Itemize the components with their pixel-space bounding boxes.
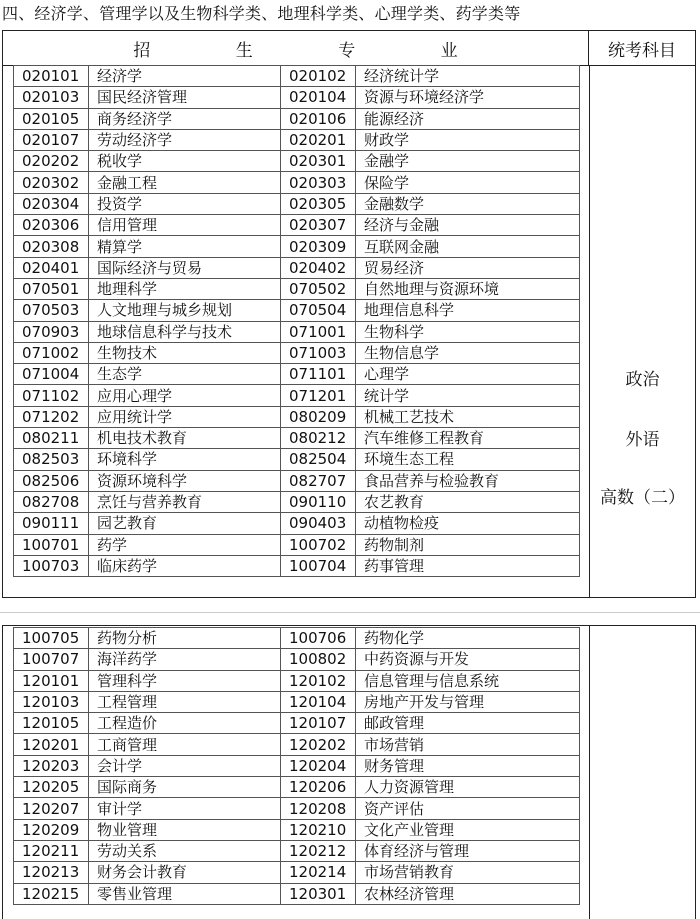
major-name: 资产评估 [356,798,580,819]
subjects-divider [589,65,590,597]
table-header [3,31,695,66]
major-code: 071101 [281,364,356,385]
major-code: 090111 [14,513,89,534]
table-row [14,649,580,670]
major-code: 120209 [14,819,89,840]
table-row [14,840,580,861]
major-name: 工程管理 [89,691,281,712]
major-name: 农艺教育 [356,491,580,512]
major-name: 生物信息学 [356,342,580,363]
table-row [14,66,580,87]
major-code: 100704 [281,555,356,576]
major-name: 食品营养与检验教育 [356,470,580,491]
major-name: 统计学 [356,385,580,406]
table-row [14,172,580,193]
major-code: 082707 [281,470,356,491]
major-name: 劳动关系 [89,840,281,861]
major-name: 药物分析 [89,628,281,649]
major-code: 120107 [281,713,356,734]
table-row [14,300,580,321]
major-name: 经济统计学 [356,66,580,87]
major-code: 020303 [281,172,356,193]
major-name: 管理科学 [89,670,281,691]
major-name: 市场营销 [356,734,580,755]
table-row [14,215,580,236]
table-row [14,364,580,385]
subjects-divider [589,626,590,919]
major-code: 020301 [281,151,356,172]
major-code: 120201 [14,734,89,755]
major-name: 动植物检疫 [356,513,580,534]
table-row [14,236,580,257]
major-code: 071202 [14,406,89,427]
major-name: 国际商务 [89,777,281,798]
major-code: 020308 [14,236,89,257]
major-code: 100702 [281,534,356,555]
major-code: 071004 [14,364,89,385]
major-code: 120210 [281,819,356,840]
major-code: 071001 [281,321,356,342]
major-code: 120301 [281,883,356,904]
majors-table-page1 [2,30,696,598]
major-code: 100705 [14,628,89,649]
major-name: 房地产开发与管理 [356,691,580,712]
major-code: 082708 [14,491,89,512]
table-row [14,193,580,214]
major-code: 020306 [14,215,89,236]
major-code: 120101 [14,670,89,691]
major-code: 020402 [281,257,356,278]
major-name: 国际经济与贸易 [89,257,281,278]
page-heading: 四、经济学、管理学以及生物科学类、地理科学类、心理学类、药学类等 [2,4,521,23]
table-row [14,777,580,798]
page-break-line [0,612,700,613]
major-name: 信用管理 [89,215,281,236]
major-name: 人文地理与城乡规划 [89,300,281,321]
subject-advanced-math: 高数（二） [600,488,685,508]
major-code: 070903 [14,321,89,342]
major-name: 保险学 [356,172,580,193]
major-code: 020107 [14,129,89,150]
major-name: 应用心理学 [89,385,281,406]
major-name: 自然地理与资源环境 [356,278,580,299]
major-code: 070503 [14,300,89,321]
table-row [14,513,580,534]
major-code: 020401 [14,257,89,278]
major-code: 120104 [281,691,356,712]
major-code: 120213 [14,862,89,883]
major-name: 物业管理 [89,819,281,840]
major-code: 020103 [14,87,89,108]
major-name: 园艺教育 [89,513,281,534]
table-row [14,87,580,108]
major-code: 082504 [281,449,356,470]
major-name: 审计学 [89,798,281,819]
major-code: 071201 [281,385,356,406]
table-row [14,713,580,734]
major-name: 税收学 [89,151,281,172]
major-name: 劳动经济学 [89,129,281,150]
table-row [14,819,580,840]
table-row [14,278,580,299]
major-code: 082503 [14,449,89,470]
table-row [14,555,580,576]
major-code: 100703 [14,555,89,576]
header-major: 招 生 专 业 [3,31,589,65]
major-name: 应用统计学 [89,406,281,427]
major-code: 071002 [14,342,89,363]
table-row [14,449,580,470]
major-code: 020201 [281,129,356,150]
table-row [14,534,580,555]
table-row [14,342,580,363]
major-code: 020105 [14,108,89,129]
major-name: 药物制剂 [356,534,580,555]
major-name: 地理科学 [89,278,281,299]
major-name: 工程造价 [89,713,281,734]
major-name: 贸易经济 [356,257,580,278]
major-code: 120208 [281,798,356,819]
table-row [14,862,580,883]
major-code: 100802 [281,649,356,670]
major-name: 金融工程 [89,172,281,193]
table-row [14,755,580,776]
header-subjects: 统考科目 [608,40,676,61]
major-name: 机电技术教育 [89,428,281,449]
major-name: 地球信息科学与技术 [89,321,281,342]
major-name: 财务会计教育 [89,862,281,883]
major-name: 生态学 [89,364,281,385]
majors-grid-1 [13,65,580,577]
major-name: 体育经济与管理 [356,840,580,861]
major-name: 资源与环境经济学 [356,87,580,108]
table-row [14,491,580,512]
major-code: 020304 [14,193,89,214]
major-name: 会计学 [89,755,281,776]
major-code: 120103 [14,691,89,712]
major-code: 120212 [281,840,356,861]
table-row [14,734,580,755]
major-code: 120215 [14,883,89,904]
table-row [14,108,580,129]
table-row [14,883,580,904]
major-name: 互联网金融 [356,236,580,257]
major-code: 100701 [14,534,89,555]
major-name: 商务经济学 [89,108,281,129]
major-name: 资源环境科学 [89,470,281,491]
table-row [14,129,580,150]
table-row [14,257,580,278]
major-name: 药事管理 [356,555,580,576]
major-code: 020102 [281,66,356,87]
major-code: 120203 [14,755,89,776]
major-name: 工商管理 [89,734,281,755]
major-code: 120202 [281,734,356,755]
major-name: 海洋药学 [89,649,281,670]
major-code: 090110 [281,491,356,512]
major-name: 生物科学 [356,321,580,342]
major-name: 中药资源与开发 [356,649,580,670]
major-code: 120204 [281,755,356,776]
major-code: 082506 [14,470,89,491]
major-code: 120214 [281,862,356,883]
major-name: 药物化学 [356,628,580,649]
major-code: 080209 [281,406,356,427]
major-code: 120105 [14,713,89,734]
major-code: 071003 [281,342,356,363]
major-name: 地理信息科学 [356,300,580,321]
major-name: 生物技术 [89,342,281,363]
major-code: 090403 [281,513,356,534]
table-row [14,470,580,491]
major-name: 农林经济管理 [356,883,580,904]
major-name: 心理学 [356,364,580,385]
major-code: 020309 [281,236,356,257]
major-name: 市场营销教育 [356,862,580,883]
table-row [14,691,580,712]
major-code: 020302 [14,172,89,193]
major-name: 药学 [89,534,281,555]
majors-grid-2 [13,627,580,905]
table-row [14,798,580,819]
major-name: 机械工艺技术 [356,406,580,427]
major-name: 能源经济 [356,108,580,129]
major-code: 070504 [281,300,356,321]
major-name: 精算学 [89,236,281,257]
major-name: 人力资源管理 [356,777,580,798]
table-row [14,406,580,427]
major-name: 财政学 [356,129,580,150]
major-code: 020202 [14,151,89,172]
major-code: 070501 [14,278,89,299]
table-row [14,428,580,449]
major-name: 信息管理与信息系统 [356,670,580,691]
table-row [14,670,580,691]
major-name: 环境科学 [89,449,281,470]
majors-table-page2 [2,625,696,919]
table-row [14,321,580,342]
major-name: 邮政管理 [356,713,580,734]
major-code: 100706 [281,628,356,649]
major-code: 020104 [281,87,356,108]
major-name: 汽车维修工程教育 [356,428,580,449]
major-name: 国民经济管理 [89,87,281,108]
major-name: 零售业管理 [89,883,281,904]
major-code: 120206 [281,777,356,798]
table-row [14,151,580,172]
major-name: 临床药学 [89,555,281,576]
major-code: 120207 [14,798,89,819]
major-code: 120211 [14,840,89,861]
major-code: 100707 [14,649,89,670]
major-name: 经济学 [89,66,281,87]
table-row [14,385,580,406]
major-code: 020101 [14,66,89,87]
major-name: 环境生态工程 [356,449,580,470]
major-name: 投资学 [89,193,281,214]
major-name: 烹饪与营养教育 [89,491,281,512]
major-code: 020305 [281,193,356,214]
subject-foreign-language: 外语 [625,430,660,450]
major-name: 文化产业管理 [356,819,580,840]
table-row [14,628,580,649]
major-code: 020307 [281,215,356,236]
major-name: 财务管理 [356,755,580,776]
major-code: 070502 [281,278,356,299]
major-code: 120205 [14,777,89,798]
major-code: 080211 [14,428,89,449]
major-code: 020106 [281,108,356,129]
major-name: 经济与金融 [356,215,580,236]
subject-politics: 政治 [625,370,660,390]
major-code: 071102 [14,385,89,406]
major-name: 金融学 [356,151,580,172]
major-code: 120102 [281,670,356,691]
major-code: 080212 [281,428,356,449]
major-name: 金融数学 [356,193,580,214]
